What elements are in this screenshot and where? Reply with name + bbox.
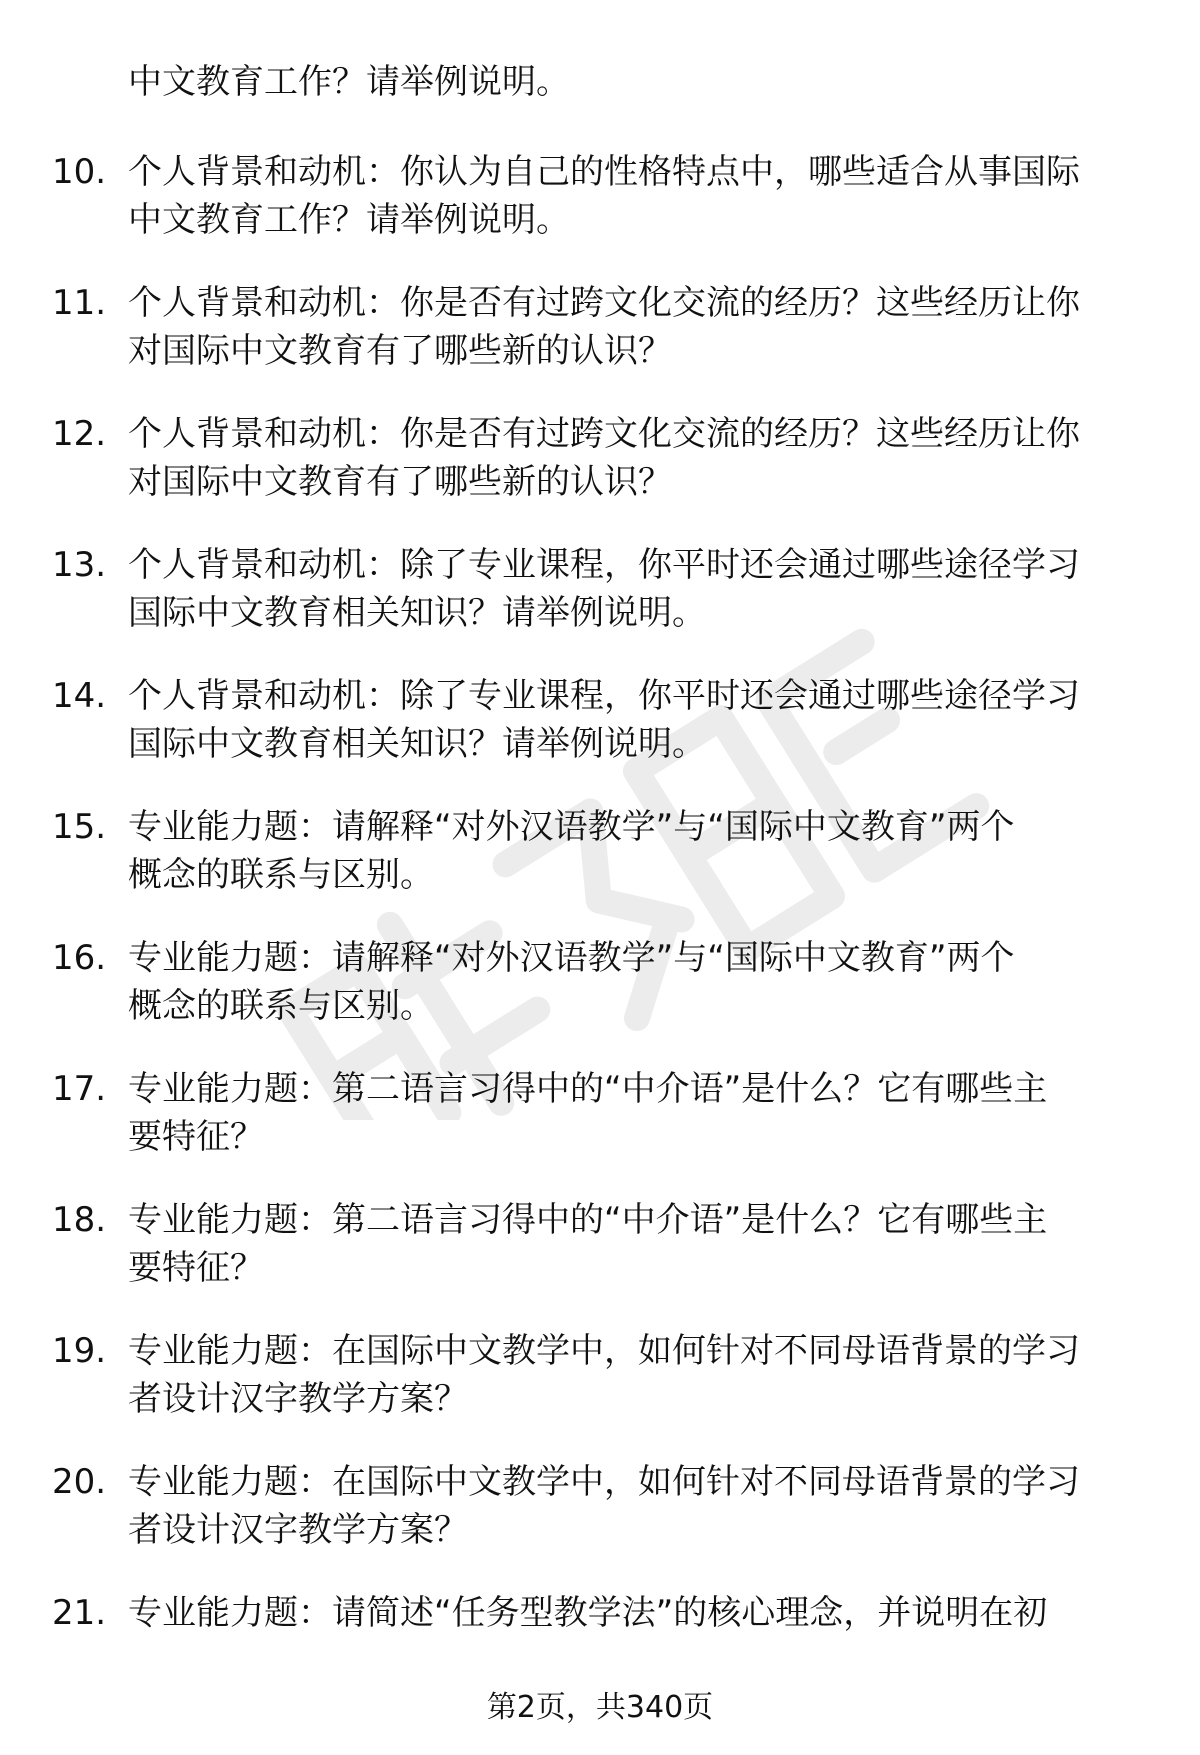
question-number: 20.	[52, 1462, 107, 1502]
question-list	[0, 148, 1200, 1720]
question-text-line: 个人背景和动机：你是否有过跨文化交流的经历？这些经历让你	[128, 414, 1080, 454]
question-text-line: 专业能力题：请简述“任务型教学法”的核心理念，并说明在初	[128, 1593, 1048, 1633]
question-text	[128, 1327, 1140, 1423]
question-number: 17.	[52, 1069, 107, 1109]
question-text-line: 概念的联系与区别。	[128, 855, 434, 895]
question-text-line: 要特征？	[128, 1248, 264, 1288]
question-number: 21.	[52, 1593, 107, 1633]
question-text	[128, 279, 1140, 375]
question-number: 12.	[52, 414, 107, 454]
question-item	[0, 1327, 1200, 1458]
page-footer: 第2页，共340页	[486, 1690, 714, 1725]
question-text	[128, 672, 1140, 768]
question-text-line: 个人背景和动机：除了专业课程，你平时还会通过哪些途径学习	[128, 545, 1080, 585]
question-text-line: 要特征？	[128, 1117, 264, 1157]
question-text	[128, 541, 1140, 637]
question-text-line: 专业能力题：请解释“对外汉语教学”与“国际中文教育”两个	[128, 807, 1015, 847]
question-text-line: 个人背景和动机：你是否有过跨文化交流的经历？这些经历让你	[128, 283, 1080, 323]
question-item	[0, 1065, 1200, 1196]
question-number: 15.	[52, 807, 107, 847]
question-item	[0, 803, 1200, 934]
question-text-line: 概念的联系与区别。	[128, 986, 434, 1026]
question-text	[128, 410, 1140, 506]
question-text	[128, 934, 1140, 1030]
question-item	[0, 672, 1200, 803]
question-text-line: 个人背景和动机：你认为自己的性格特点中，哪些适合从事国际	[128, 152, 1080, 192]
question-number: 10.	[52, 152, 107, 192]
question-text-line: 对国际中文教育有了哪些新的认识？	[128, 462, 672, 502]
question-text-line: 对国际中文教育有了哪些新的认识？	[128, 331, 672, 371]
question-item	[0, 1196, 1200, 1327]
question-number: 11.	[52, 283, 107, 323]
continued-text-line: 中文教育工作？请举例说明。	[128, 62, 570, 102]
question-item	[0, 541, 1200, 672]
question-text-line: 个人背景和动机：除了专业课程，你平时还会通过哪些途径学习	[128, 676, 1080, 716]
question-number: 16.	[52, 938, 107, 978]
question-text-line: 专业能力题：第二语言习得中的“中介语”是什么？它有哪些主	[128, 1069, 1048, 1109]
question-text-line: 专业能力题：第二语言习得中的“中介语”是什么？它有哪些主	[128, 1200, 1048, 1240]
question-text-line: 者设计汉字教学方案？	[128, 1379, 468, 1419]
question-text	[128, 148, 1140, 244]
question-number: 14.	[52, 676, 107, 716]
question-item	[0, 934, 1200, 1065]
question-text-line: 者设计汉字教学方案？	[128, 1510, 468, 1550]
question-text	[128, 1589, 1140, 1637]
question-text-line: 专业能力题：在国际中文教学中，如何针对不同母语背景的学习	[128, 1331, 1080, 1371]
question-text-line: 国际中文教育相关知识？请举例说明。	[128, 593, 706, 633]
question-text	[128, 1065, 1140, 1161]
question-item	[0, 148, 1200, 279]
question-text-line: 专业能力题：在国际中文教学中，如何针对不同母语背景的学习	[128, 1462, 1080, 1502]
question-text-line: 中文教育工作？请举例说明。	[128, 200, 570, 240]
question-number: 19.	[52, 1331, 107, 1371]
question-item	[0, 410, 1200, 541]
question-number: 13.	[52, 545, 107, 585]
question-item	[0, 1458, 1200, 1589]
question-item	[0, 279, 1200, 410]
question-text	[128, 803, 1140, 899]
question-text-line: 国际中文教育相关知识？请举例说明。	[128, 724, 706, 764]
question-text	[128, 1196, 1140, 1292]
question-text-line: 专业能力题：请解释“对外汉语教学”与“国际中文教育”两个	[128, 938, 1015, 978]
question-text	[128, 1458, 1140, 1554]
question-number: 18.	[52, 1200, 107, 1240]
